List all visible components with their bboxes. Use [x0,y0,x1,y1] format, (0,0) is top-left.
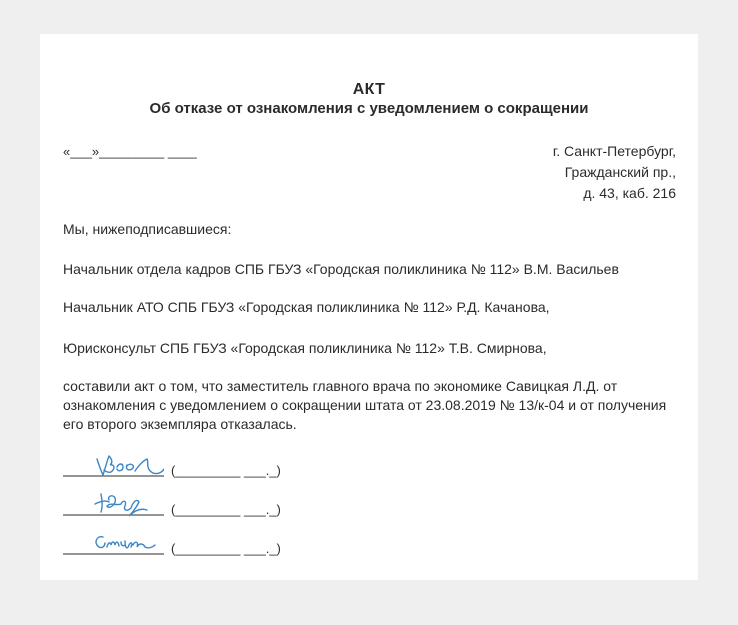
member-hr-head: Начальник отдела кадров СПБ ГБУЗ «Городская поликлиника № 112» В.М. Васильев [63,261,619,277]
signature-row [63,490,363,520]
signature-kachanova [63,490,164,519]
address-street: Гражданский пр., [564,164,676,180]
document-title: АКТ [352,81,386,98]
signature-name-field: (_________ ___._) [171,502,281,517]
address-block [553,141,676,204]
signature-name-field: (_________ ___._) [171,541,281,556]
signature-name-field: (_________ ___._) [171,463,281,478]
date-placeholder: «___»_________ ____ [63,144,197,159]
act-body-text: составили акт о том, что заместитель главного врача по экономике Савицкая Л.Д. от ознакомления с уведомлением о сокращении штата от 23.08.2019 № 13/к-04 и от получения его второго экземпляра отказалась. [63,378,667,432]
signature-smirnova [63,529,164,558]
member-legal-counsel: Юрисконсульт СПБ ГБУЗ «Городская поликлиника № 112» Т.В. Смирнова, [63,340,547,356]
address-city: г. Санкт-Петербург, [552,143,676,159]
document-subtitle: Об отказе от ознакомления с уведомлением о сокращении [149,100,589,117]
signature-row [63,451,363,481]
signature-row [63,529,363,559]
member-ato-head: Начальник АТО СПБ ГБУЗ «Городская поликлиника № 112» Р.Д. Качанова, [63,299,550,315]
document-sheet [40,34,698,580]
intro-text: Мы, нижеподписавшиеся: [63,221,232,237]
signature-vasiliev [63,451,164,480]
address-building: д. 43, каб. 216 [583,185,676,201]
